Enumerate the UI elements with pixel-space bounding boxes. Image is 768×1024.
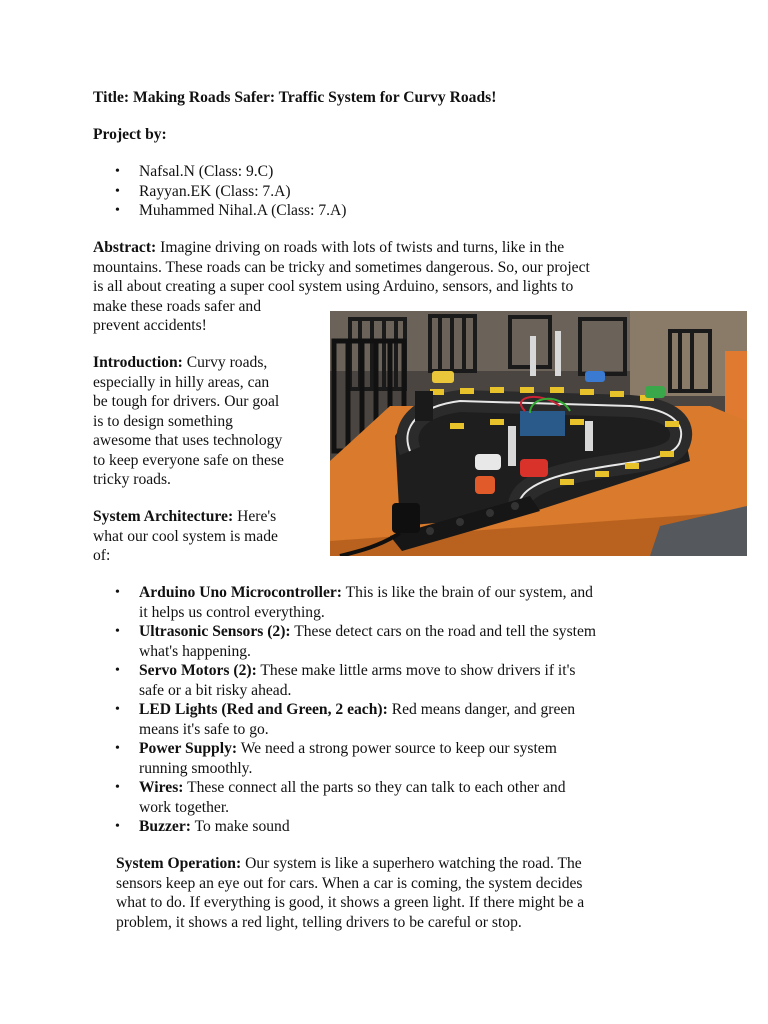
operation-text: Our system is like a superhero watching the road. The xyxy=(245,855,582,872)
operation-label: System Operation: xyxy=(116,855,242,872)
component-text: means it's safe to go. xyxy=(139,720,269,738)
architecture-text: Here's xyxy=(237,508,277,525)
introduction-text: especially in hilly areas, can xyxy=(93,373,270,391)
list-item xyxy=(93,661,693,700)
component-label: LED Lights (Red and Green, 2 each): xyxy=(139,701,388,718)
components-list xyxy=(93,583,693,837)
list-item: • Rayyan.EK (Class: 7.A) xyxy=(93,182,346,202)
list-item xyxy=(93,817,693,837)
component-text: it helps us control everything. xyxy=(139,603,325,621)
introduction-text: awesome that uses technology xyxy=(93,432,283,449)
component-label: Arduino Uno Microcontroller: xyxy=(139,584,342,601)
architecture-text: what our cool system is made xyxy=(93,527,278,545)
document-title: Title: Making Roads Safer: Traffic System for Curvy Roads! xyxy=(93,89,497,106)
component-text: These detect cars on the road and tell the system xyxy=(294,623,597,640)
operation-text: what to do. If everything is good, it shows a green light. If there might be a xyxy=(116,894,585,911)
abstract-text: mountains. These roads can be tricky and sometimes dangerous. So, our project xyxy=(93,258,590,276)
abstract-label: Abstract: xyxy=(93,239,157,256)
abstract-text: prevent accidents! xyxy=(93,317,207,334)
list-item: • Muhammed Nihal.A (Class: 7.A) xyxy=(93,201,346,221)
operation-section xyxy=(116,854,716,932)
component-text: Red means danger, and green xyxy=(391,701,576,718)
introduction-section xyxy=(93,353,325,490)
abstract-text: is all about creating a super cool system using Arduino, sensors, and lights to xyxy=(93,278,574,295)
architecture-section xyxy=(93,507,325,566)
project-model-photo xyxy=(330,311,747,556)
component-text: We need a strong power source to keep our system xyxy=(240,740,557,757)
component-text: These connect all the parts so they can talk to each other and xyxy=(187,779,566,796)
component-label: Buzzer: xyxy=(139,818,191,835)
component-text: This is like the brain of our system, and xyxy=(345,584,593,601)
project-by-label: Project by: xyxy=(93,126,167,143)
abstract-text: Imagine driving on roads with lots of twists and turns, like in the xyxy=(160,239,565,256)
list-item xyxy=(93,778,693,817)
introduction-text: to keep everyone safe on these xyxy=(93,451,284,469)
introduction-text: be tough for drivers. Our goal xyxy=(93,393,280,410)
list-item: • Nafsal.N (Class: 9.C) xyxy=(93,162,346,182)
component-label: Power Supply: xyxy=(139,740,238,757)
list-item xyxy=(93,700,693,739)
component-text: work together. xyxy=(139,798,230,816)
list-item xyxy=(93,622,693,661)
operation-text: problem, it shows a red light, telling drivers to be careful or stop. xyxy=(116,913,522,931)
architecture-text: of: xyxy=(93,547,111,564)
abstract-text: make these roads safer and xyxy=(93,297,261,315)
introduction-label: Introduction: xyxy=(93,354,183,371)
introduction-text: Curvy roads, xyxy=(186,354,268,371)
architecture-label: System Architecture: xyxy=(93,508,234,525)
component-label: Wires: xyxy=(139,779,184,796)
component-label: Servo Motors (2): xyxy=(139,662,257,679)
component-text: running smoothly. xyxy=(139,759,253,777)
component-text: what's happening. xyxy=(139,642,251,660)
list-item xyxy=(93,583,693,622)
introduction-text: tricky roads. xyxy=(93,471,171,488)
component-label: Ultrasonic Sensors (2): xyxy=(139,623,291,640)
members-list xyxy=(93,162,346,221)
list-item xyxy=(93,739,693,778)
component-text: safe or a bit risky ahead. xyxy=(139,681,292,699)
operation-text: sensors keep an eye out for cars. When a car is coming, the system decides xyxy=(116,874,583,892)
component-text: To make sound xyxy=(194,818,290,835)
component-text: These make little arms move to show drivers if it's xyxy=(260,662,576,679)
introduction-text: is to design something xyxy=(93,412,233,430)
